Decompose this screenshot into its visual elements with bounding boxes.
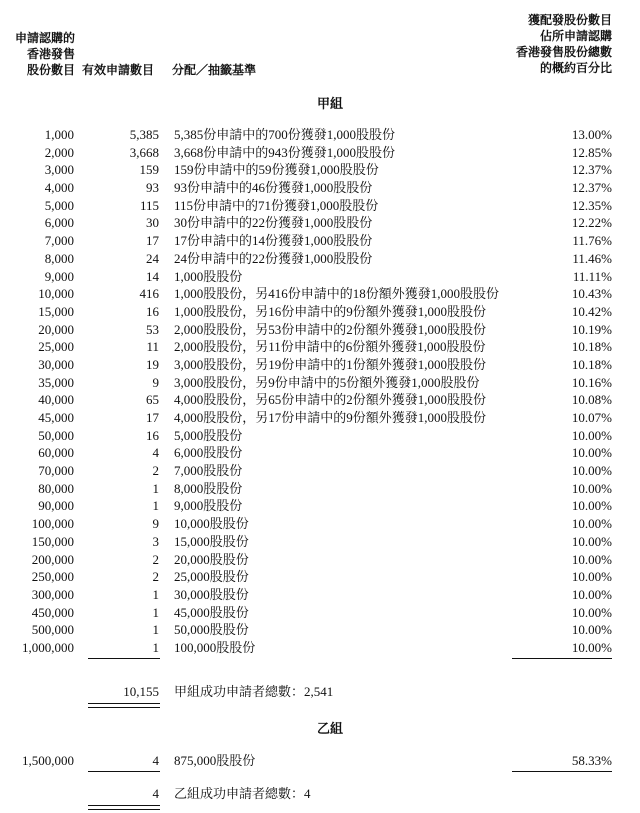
approx-percentage: 10.07% — [571, 410, 612, 425]
allocation-basis: 15,000股股份 — [174, 533, 249, 549]
allocation-basis: 875,000股股份 — [174, 753, 256, 768]
approx-percentage: 10.00% — [571, 516, 612, 532]
table-row — [0, 250, 640, 268]
approx-percentage: 10.00% — [571, 445, 612, 461]
table-row — [0, 568, 640, 586]
valid-applications: 65 — [146, 392, 159, 408]
header-line: 香港發售 — [26, 47, 75, 61]
table-row — [0, 462, 640, 480]
allocation-basis: 30,000股股份 — [174, 586, 249, 602]
table-row — [0, 214, 640, 232]
allocation-basis: 7,000股股份 — [174, 463, 243, 479]
shares-applied: 3,000 — [44, 162, 74, 178]
approx-percentage: 10.00% — [571, 427, 612, 443]
divider — [512, 658, 612, 659]
approx-percentage: 12.35% — [571, 197, 612, 213]
allocation-basis: 2,000股股份，另11份申請中的6份額外獲發1,000股股份 — [174, 339, 486, 355]
shares-applied: 6,000 — [44, 215, 74, 231]
valid-applications: 2 — [152, 551, 159, 567]
valid-applications: 9 — [152, 516, 159, 532]
allocation-basis: 5,000股股份 — [174, 427, 243, 443]
approx-percentage: 13.00% — [571, 127, 612, 142]
allocation-basis: 17份申請中的14份獲發1,000股股份 — [174, 233, 373, 249]
approx-percentage: 12.37% — [571, 180, 612, 196]
shares-applied: 100,000 — [31, 516, 74, 532]
valid-applications: 30 — [146, 215, 159, 231]
approx-percentage: 10.42% — [571, 303, 612, 319]
valid-applications: 11 — [146, 339, 159, 355]
shares-applied: 45,000 — [38, 410, 74, 425]
shares-applied: 50,000 — [38, 427, 74, 443]
valid-applications: 53 — [146, 321, 159, 337]
shares-applied: 70,000 — [38, 463, 74, 479]
shares-applied: 10,000 — [38, 286, 74, 302]
table-row — [0, 161, 640, 179]
section-a-successful-applicants: 甲組成功申請者總數：2,541 — [174, 684, 334, 699]
header-line: 股份數目 — [26, 63, 75, 77]
valid-applications: 3,668 — [129, 144, 159, 160]
shares-applied: 1,000 — [44, 127, 74, 142]
table-row — [0, 321, 640, 339]
shares-applied: 80,000 — [38, 480, 74, 496]
table-row — [0, 480, 640, 498]
valid-applications: 9 — [152, 374, 159, 390]
valid-applications: 4 — [152, 753, 159, 768]
table-row — [0, 179, 640, 197]
section-a-table — [0, 126, 640, 657]
table-row — [0, 232, 640, 250]
allocation-basis: 5,385份申請中的700份獲發1,000股股份 — [174, 127, 396, 142]
header-line: 獲配發股份數目 — [527, 13, 612, 27]
table-row — [0, 515, 640, 533]
valid-applications: 2 — [152, 463, 159, 479]
approx-percentage: 10.00% — [571, 480, 612, 496]
shares-applied: 60,000 — [38, 445, 74, 461]
allocation-basis: 24份申請中的22份獲發1,000股股份 — [174, 250, 373, 266]
table-row — [0, 551, 640, 569]
allocation-basis: 30份申請中的22份獲發1,000股股份 — [174, 215, 373, 231]
shares-applied: 30,000 — [38, 356, 74, 372]
allocation-basis: 1,000股股份 — [174, 268, 243, 284]
allocation-basis: 3,000股股份，另19份申請中的1份額外獲發1,000股股份 — [174, 356, 487, 372]
table-row — [0, 268, 640, 286]
shares-applied: 40,000 — [38, 392, 74, 408]
header-line: 香港發售股份總數 — [515, 45, 612, 59]
table-row — [0, 621, 640, 639]
allocation-basis: 4,000股股份，另65份申請中的2份額外獲發1,000股股份 — [174, 392, 487, 408]
approx-percentage: 10.19% — [571, 321, 612, 337]
table-row — [0, 409, 640, 427]
approx-percentage: 11.46% — [572, 250, 612, 266]
divider — [88, 658, 160, 659]
approx-percentage: 10.16% — [571, 374, 612, 390]
table-row — [0, 303, 640, 321]
allocation-basis: 100,000股股份 — [174, 639, 256, 655]
table-row — [0, 497, 640, 515]
section-b-total-applications: 4 — [152, 786, 159, 801]
valid-applications: 1 — [152, 604, 159, 620]
shares-applied: 35,000 — [38, 374, 74, 390]
approx-percentage: 10.18% — [571, 356, 612, 372]
allocation-basis: 20,000股股份 — [174, 551, 249, 567]
double-underline — [88, 703, 160, 704]
table-row — [0, 144, 640, 162]
shares-applied: 2,000 — [44, 144, 74, 160]
table-row — [0, 197, 640, 215]
shares-applied: 8,000 — [44, 250, 74, 266]
shares-applied: 4,000 — [44, 180, 74, 196]
valid-applications: 3 — [152, 533, 159, 549]
approx-percentage: 10.00% — [571, 569, 612, 585]
allocation-basis: 159份申請中的59份獲發1,000股股份 — [174, 162, 379, 178]
approx-percentage: 12.22% — [571, 215, 612, 231]
shares-applied: 200,000 — [31, 551, 74, 567]
approx-percentage: 11.76% — [572, 233, 612, 249]
double-underline — [88, 707, 160, 708]
table-row — [0, 338, 640, 356]
allocation-basis: 1,000股股份，另16份申請中的9份額外獲發1,000股股份 — [174, 303, 487, 319]
header-line: 的概約百分比 — [539, 61, 612, 75]
valid-applications: 1 — [152, 622, 159, 638]
header-approx-percentage — [494, 12, 612, 76]
allocation-basis: 45,000股股份 — [174, 604, 249, 620]
approx-percentage: 10.00% — [571, 639, 612, 655]
shares-applied: 90,000 — [38, 498, 74, 514]
valid-applications: 16 — [146, 303, 159, 319]
allocation-basis: 4,000股股份，另17份申請中的9份額外獲發1,000股股份 — [174, 410, 487, 425]
approx-percentage: 10.18% — [571, 339, 612, 355]
valid-applications: 159 — [139, 162, 159, 178]
shares-applied: 500,000 — [31, 622, 74, 638]
approx-percentage: 12.85% — [571, 144, 612, 160]
valid-applications: 1 — [152, 586, 159, 602]
valid-applications: 416 — [139, 286, 159, 302]
table-row — [0, 752, 640, 770]
table-row — [0, 586, 640, 604]
valid-applications: 115 — [139, 197, 159, 213]
shares-applied: 7,000 — [44, 233, 74, 249]
approx-percentage: 11.11% — [572, 268, 612, 284]
divider — [88, 771, 160, 772]
double-underline — [88, 809, 160, 810]
allocation-basis: 25,000股股份 — [174, 569, 249, 585]
valid-applications: 14 — [146, 268, 159, 284]
table-row — [0, 126, 640, 144]
header-line: 申請認購的 — [14, 31, 75, 45]
shares-applied: 5,000 — [44, 197, 74, 213]
approx-percentage: 10.00% — [571, 586, 612, 602]
allocation-basis: 50,000股股份 — [174, 622, 249, 638]
allocation-basis: 3,668份申請中的943份獲發1,000股股份 — [174, 144, 396, 160]
shares-applied: 15,000 — [38, 303, 74, 319]
valid-applications: 1 — [152, 498, 159, 514]
table-row — [0, 533, 640, 551]
shares-applied: 1,000,000 — [22, 639, 74, 655]
valid-applications: 4 — [152, 445, 159, 461]
approx-percentage: 10.00% — [571, 498, 612, 514]
table-row — [0, 427, 640, 445]
shares-applied: 20,000 — [38, 321, 74, 337]
header-line: 佔所申請認購 — [539, 29, 612, 43]
allocation-basis: 93份申請中的46份獲發1,000股股份 — [174, 180, 373, 196]
approx-percentage: 10.08% — [571, 392, 612, 408]
valid-applications: 2 — [152, 569, 159, 585]
table-row — [0, 444, 640, 462]
table-row — [0, 356, 640, 374]
valid-applications: 1 — [152, 639, 159, 655]
section-b-title: 乙組 — [316, 722, 343, 737]
header-allocation-basis: 分配／抽籤基準 — [172, 63, 257, 77]
approx-percentage: 10.00% — [571, 551, 612, 567]
valid-applications: 17 — [146, 410, 159, 425]
table-row — [0, 285, 640, 303]
valid-applications: 24 — [146, 250, 159, 266]
shares-applied: 9,000 — [44, 268, 74, 284]
approx-percentage: 12.37% — [571, 162, 612, 178]
divider — [512, 771, 612, 772]
header-valid-applications: 有效申請數目 — [82, 63, 155, 77]
allocation-basis: 10,000股股份 — [174, 516, 249, 532]
shares-applied: 150,000 — [31, 533, 74, 549]
section-b-successful-applicants: 乙組成功申請者總數：4 — [174, 786, 311, 801]
approx-percentage: 10.00% — [571, 533, 612, 549]
double-underline — [88, 805, 160, 806]
table-row — [0, 374, 640, 392]
allocation-basis: 2,000股股份，另53份申請中的2份額外獲發1,000股股份 — [174, 321, 487, 337]
allocation-basis: 115份申請中的71份獲發1,000股股份 — [174, 197, 379, 213]
shares-applied: 250,000 — [31, 569, 74, 585]
allocation-basis: 6,000股股份 — [174, 445, 243, 461]
shares-applied: 450,000 — [31, 604, 74, 620]
approx-percentage: 10.00% — [571, 604, 612, 620]
approx-percentage: 10.43% — [571, 286, 612, 302]
table-row — [0, 391, 640, 409]
valid-applications: 19 — [146, 356, 159, 372]
valid-applications: 17 — [146, 233, 159, 249]
header-shares-applied — [8, 30, 75, 78]
approx-percentage: 58.33% — [571, 753, 612, 768]
approx-percentage: 10.00% — [571, 622, 612, 638]
section-a-total-applications: 10,155 — [123, 684, 159, 699]
valid-applications: 93 — [146, 180, 159, 196]
section-a-title: 甲組 — [316, 97, 343, 112]
valid-applications: 16 — [146, 427, 159, 443]
shares-applied: 300,000 — [31, 586, 74, 602]
approx-percentage: 10.00% — [571, 463, 612, 479]
valid-applications: 5,385 — [129, 127, 159, 142]
table-row — [0, 639, 640, 657]
shares-applied: 1,500,000 — [22, 753, 74, 768]
shares-applied: 25,000 — [38, 339, 74, 355]
valid-applications: 1 — [152, 480, 159, 496]
allocation-basis: 3,000股股份，另9份申請中的5份額外獲發1,000股股份 — [174, 374, 480, 390]
table-row — [0, 604, 640, 622]
allocation-basis: 8,000股股份 — [174, 480, 243, 496]
allocation-basis: 1,000股股份，另416份申請中的18份額外獲發1,000股股份 — [174, 286, 500, 302]
allocation-basis: 9,000股股份 — [174, 498, 243, 514]
